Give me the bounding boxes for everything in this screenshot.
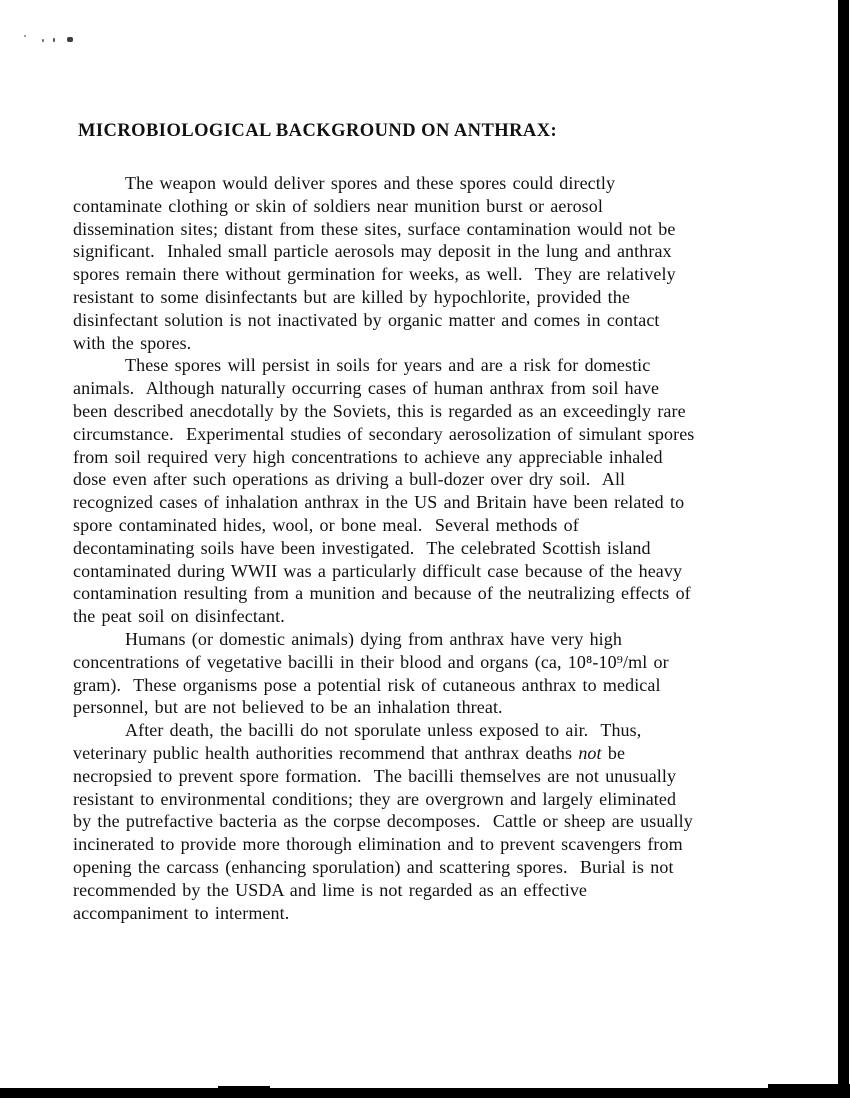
scan-speck <box>42 39 44 42</box>
text-line: contamination resulting from a munition and because of the neutralizing effects of <box>73 583 691 604</box>
scan-speck <box>53 38 55 42</box>
text-line: from soil required very high concentrations to achieve any appreciable inhaled <box>73 446 663 467</box>
text-line: dose even after such operations as driving a bull-dozer over dry soil. All <box>73 469 626 490</box>
scan-edge-bump <box>768 1084 850 1090</box>
text-line: contaminated during WWII was a particularly difficult case because of the heavy <box>73 560 683 581</box>
page-title: MICROBIOLOGICAL BACKGROUND ON ANTHRAX: <box>78 121 558 141</box>
text-segment: veterinary public health authorities recommend that anthrax deaths <box>73 742 579 763</box>
text-line: spores remain there without germination for weeks, as well. They are relatively <box>73 264 676 285</box>
text-line: contaminate clothing or skin of soldiers near munition burst or aerosol <box>73 195 603 216</box>
text-line: disinfectant solution is not inactivated by organic matter and comes in contact <box>73 309 660 330</box>
text-line: personnel, but are not believed to be an inhalation threat. <box>73 697 503 718</box>
paragraph <box>73 172 818 354</box>
scan-speck <box>67 37 73 42</box>
text-line: incinerated to provide more thorough elimination and to prevent scavengers from <box>73 834 683 855</box>
text-line: decontaminating soils have been investigated. The celebrated Scottish island <box>73 537 651 558</box>
text-line: resistant to environmental conditions; they are overgrown and largely eliminated <box>73 788 677 809</box>
paragraph <box>73 354 818 628</box>
text-line: by the putrefactive bacteria as the corpse decomposes. Cattle or sheep are usually <box>73 811 693 832</box>
scan-edge-right <box>838 0 849 1098</box>
text-line: The weapon would deliver spores and these spores could directly <box>125 173 616 193</box>
text-line: Humans (or domestic animals) dying from anthrax have very high <box>125 628 622 649</box>
text-line: concentrations of vegetative bacilli in their blood and organs (ca, 10⁸-10⁹/ml or <box>73 651 669 672</box>
document-body <box>73 172 818 924</box>
paragraph <box>73 719 818 924</box>
text-line: recognized cases of inhalation anthrax in the US and Britain have been related to <box>73 492 685 513</box>
scan-speck <box>24 35 26 37</box>
emphasized-text: not <box>578 742 602 763</box>
text-line: accompaniment to interment. <box>73 902 290 923</box>
text-line: resistant to some disinfectants but are killed by hypochlorite, provided the <box>73 286 630 307</box>
text-line: These spores will persist in soils for years and are a risk for domestic <box>125 355 651 376</box>
text-line: spore contaminated hides, wool, or bone meal. Several methods of <box>73 514 579 535</box>
text-line: significant. Inhaled small particle aerosols may deposit in the lung and anthrax <box>73 241 672 262</box>
text-line: necropsied to prevent spore formation. The bacilli themselves are not unusually <box>73 765 677 786</box>
text-segment: be <box>601 742 626 763</box>
text-line: the peat soil on disinfectant. <box>73 606 285 627</box>
text-line: circumstance. Experimental studies of secondary aerosolization of simulant spores <box>73 423 695 444</box>
scan-edge-bottom <box>0 1088 850 1098</box>
text-line: After death, the bacilli do not sporulate unless exposed to air. Thus, <box>125 720 642 741</box>
text-line <box>73 742 818 765</box>
text-line: dissemination sites; distant from these sites, surface contamination would not be <box>73 218 676 239</box>
scan-edge-bump <box>218 1086 270 1090</box>
text-line: recommended by the USDA and lime is not regarded as an effective <box>73 879 588 900</box>
text-line: opening the carcass (enhancing sporulation) and scattering spores. Burial is not <box>73 856 674 877</box>
text-line: animals. Although naturally occurring cases of human anthrax from soil have <box>73 378 660 399</box>
paragraph <box>73 628 818 719</box>
text-line: been described anecdotally by the Soviets, this is regarded as an exceedingly rare <box>73 400 686 421</box>
text-line: with the spores. <box>73 332 192 353</box>
text-line: gram). These organisms pose a potential risk of cutaneous anthrax to medical <box>73 674 661 695</box>
